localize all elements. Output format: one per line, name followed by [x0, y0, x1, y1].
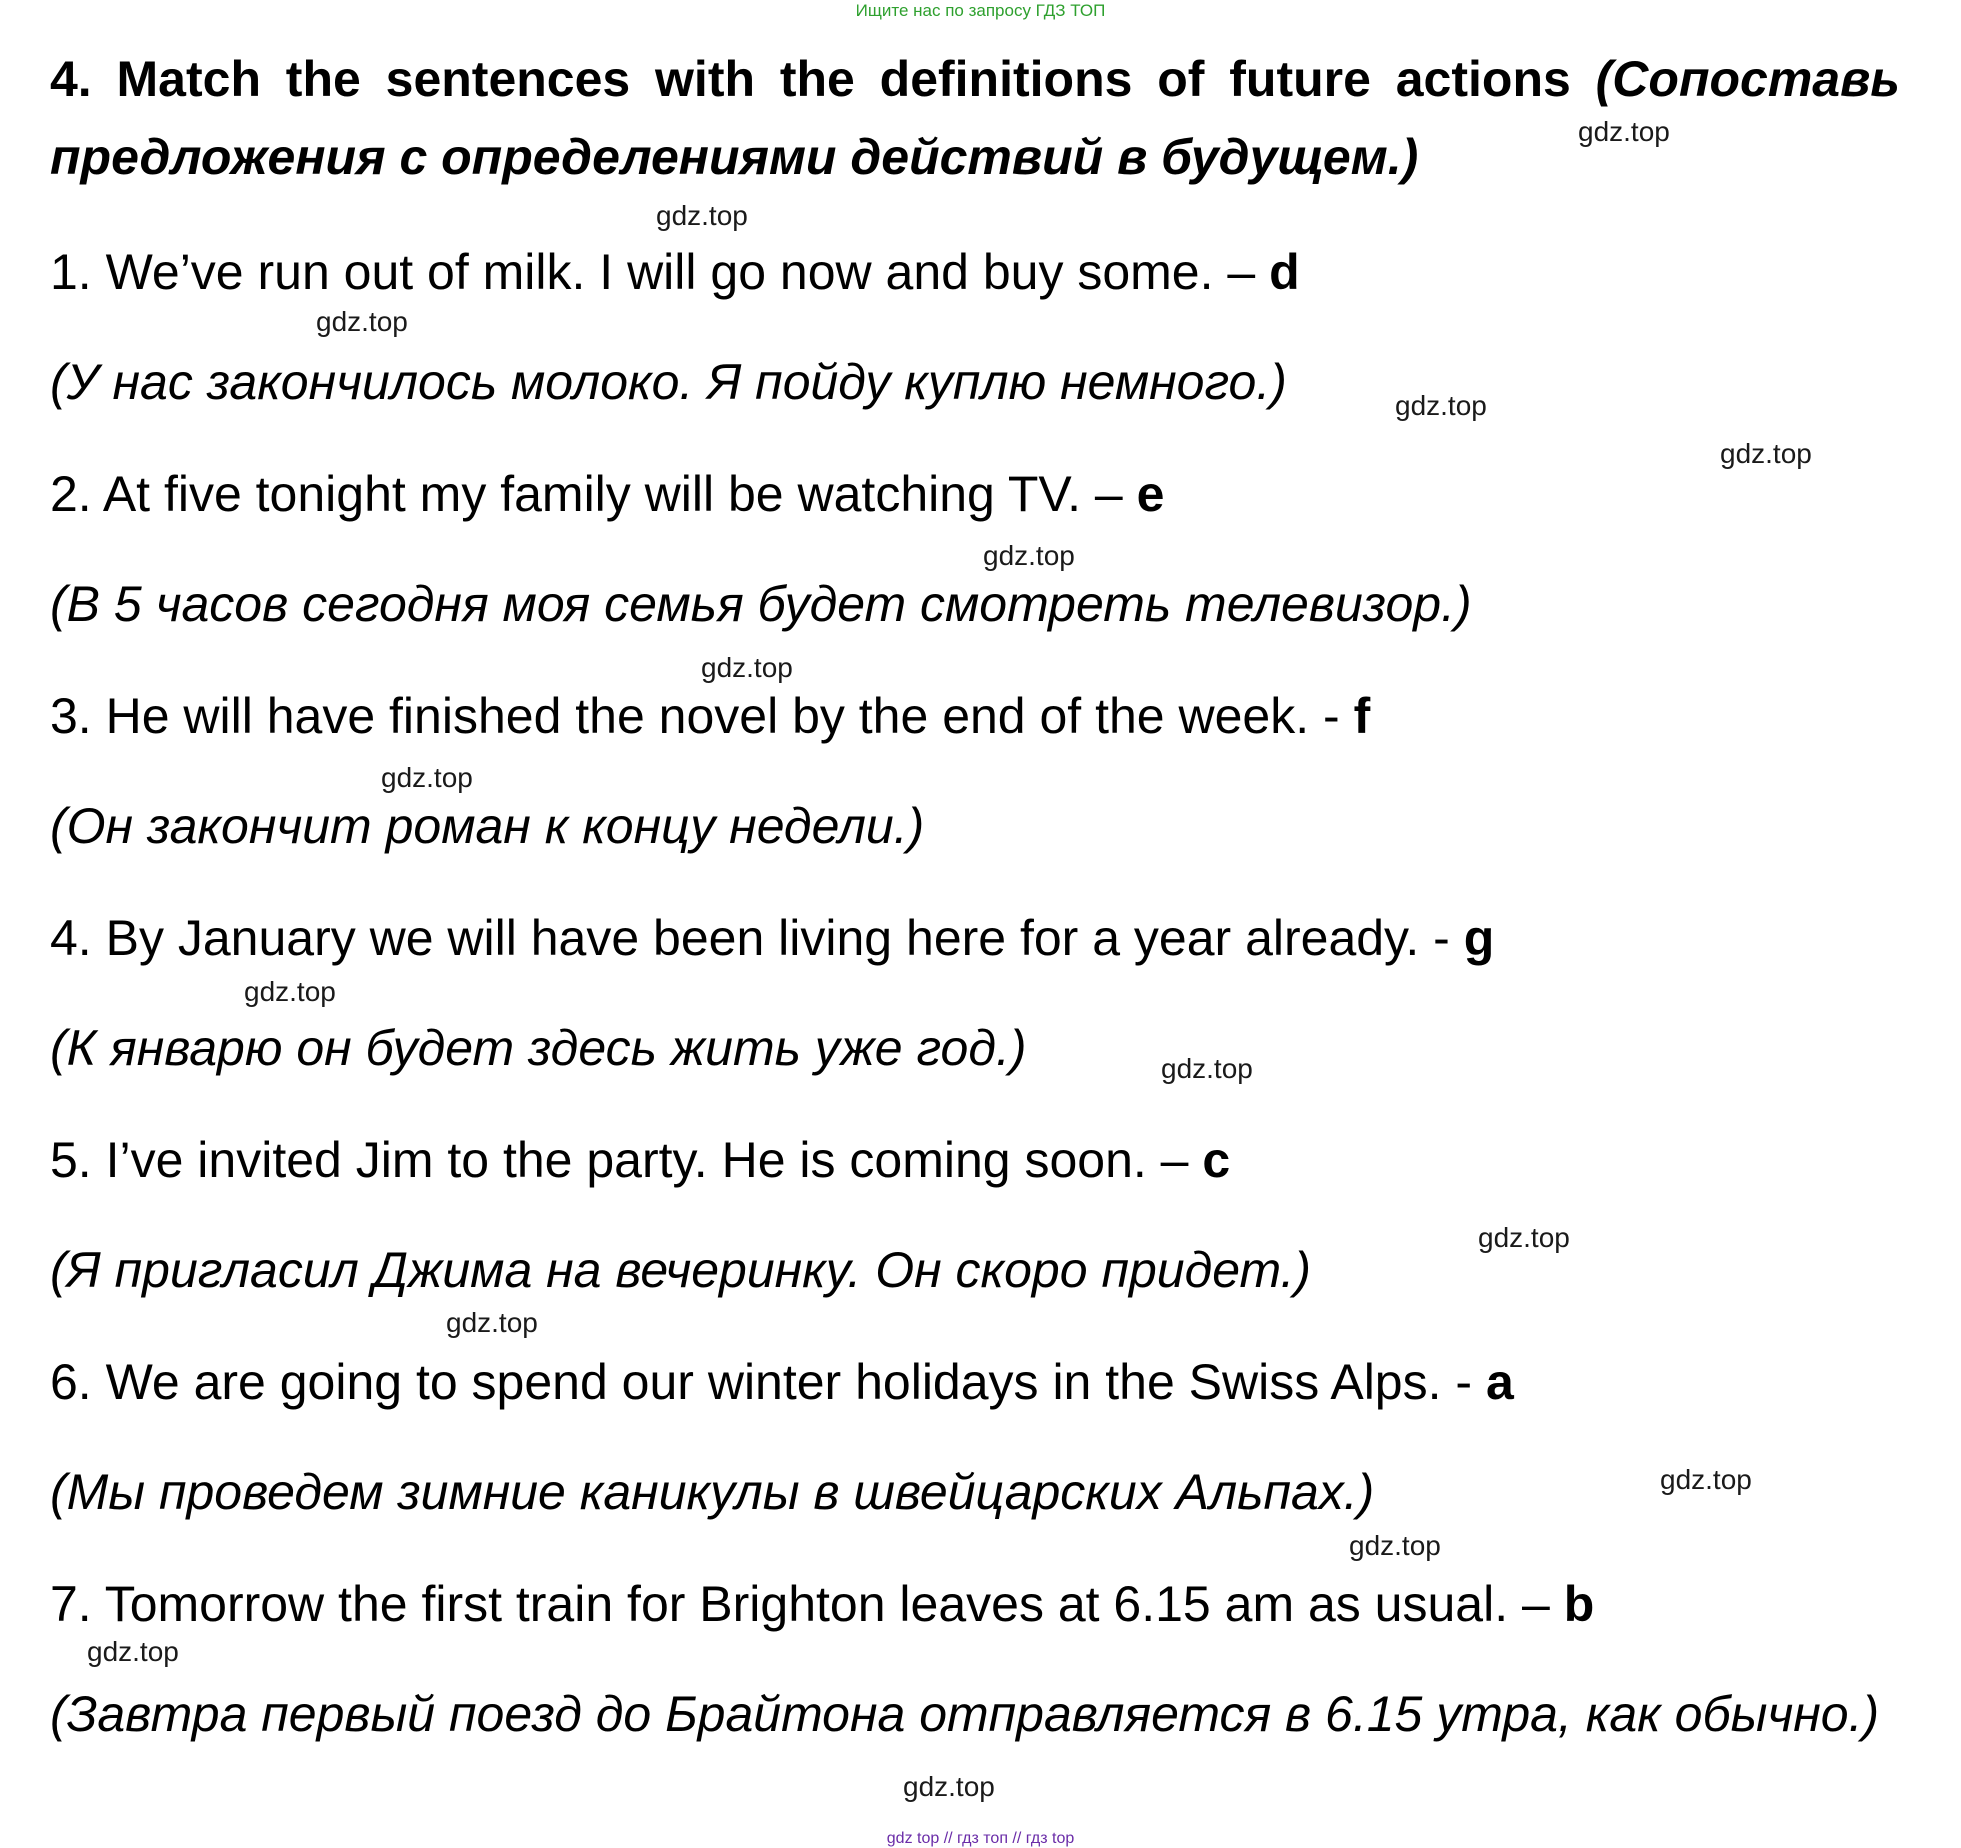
sentence-5 [50, 1128, 1230, 1192]
watermark: gdz.top [1660, 1464, 1752, 1495]
watermark: gdz.top [1161, 1053, 1253, 1084]
watermark: gdz.top [244, 976, 336, 1007]
answer-2: e [1136, 466, 1165, 522]
watermark: gdz.top [87, 1636, 179, 1667]
answer-7: b [1563, 1576, 1595, 1632]
watermark: gdz.top [1395, 390, 1487, 421]
sentence-3-text: 3. He will have finished the novel by the end of the week. - [50, 688, 1340, 744]
answer-6: a [1485, 1354, 1514, 1410]
task-title-ru: (Сопоставь предложения с определениями действий в будущем.) [50, 51, 1900, 185]
translation-3: (Он закончит роман к концу недели.) [50, 798, 925, 854]
watermark: gdz.top [446, 1307, 538, 1338]
watermark: gdz.top [1578, 116, 1670, 147]
answer-1: d [1269, 244, 1300, 300]
sentence-3 [50, 684, 1370, 748]
sentence-2-text: 2. At five tonight my family will be watching TV. – [50, 466, 1123, 522]
watermark: gdz.top [983, 540, 1075, 571]
sentence-5-text: 5. I’ve invited Jim to the party. He is coming soon. – [50, 1132, 1189, 1188]
sentence-1 [50, 240, 1300, 304]
watermark: gdz.top [701, 652, 793, 683]
translation-7: (Завтра первый поезд до Брайтона отправляется в 6.15 утра, как обычно.) [50, 1686, 1880, 1742]
sentence-4 [50, 906, 1494, 970]
sentence-2 [50, 462, 1164, 526]
translation-5: (Я пригласил Джима на вечеринку. Он скоро придет.) [50, 1242, 1312, 1298]
answer-4: g [1463, 910, 1495, 966]
translation-1: (У нас закончилось молоко. Я пойду куплю немного.) [50, 354, 1287, 410]
sentence-7 [50, 1572, 1594, 1636]
answer-5: c [1202, 1132, 1231, 1188]
watermark: gdz.top [903, 1771, 995, 1802]
task-title-en: 4. Match the sentences with the definitions of future actions [50, 51, 1571, 107]
sentence-7-text: 7. Tomorrow the first train for Brighton leaves at 6.15 am as usual. – [50, 1576, 1550, 1632]
sentence-4-text: 4. By January we will have been living here for a year already. - [50, 910, 1450, 966]
translation-4: (К январю он будет здесь жить уже год.) [50, 1020, 1027, 1076]
footer-links: gdz top // гдз топ // гдз top [886, 1830, 1075, 1847]
watermark: gdz.top [381, 762, 473, 793]
sentence-6-text: 6. We are going to spend our winter holidays in the Swiss Alps. - [50, 1354, 1473, 1410]
watermark: gdz.top [1349, 1530, 1441, 1561]
sentence-1-text: 1. We’ve run out of milk. I will go now and buy some. – [50, 244, 1256, 300]
translation-2: (В 5 часов сегодня моя семья будет смотреть телевизор.) [50, 576, 1472, 632]
translation-6: (Мы проведем зимние каникулы в швейцарских Альпах.) [50, 1464, 1375, 1520]
watermark: gdz.top [1720, 438, 1812, 469]
watermark: gdz.top [656, 200, 748, 231]
top-banner: Ищите нас по запросу ГДЗ ТОП [855, 1, 1106, 20]
answer-3: f [1353, 688, 1371, 744]
sentence-6 [50, 1350, 1514, 1414]
watermark: gdz.top [1478, 1222, 1570, 1253]
watermark: gdz.top [316, 306, 408, 337]
